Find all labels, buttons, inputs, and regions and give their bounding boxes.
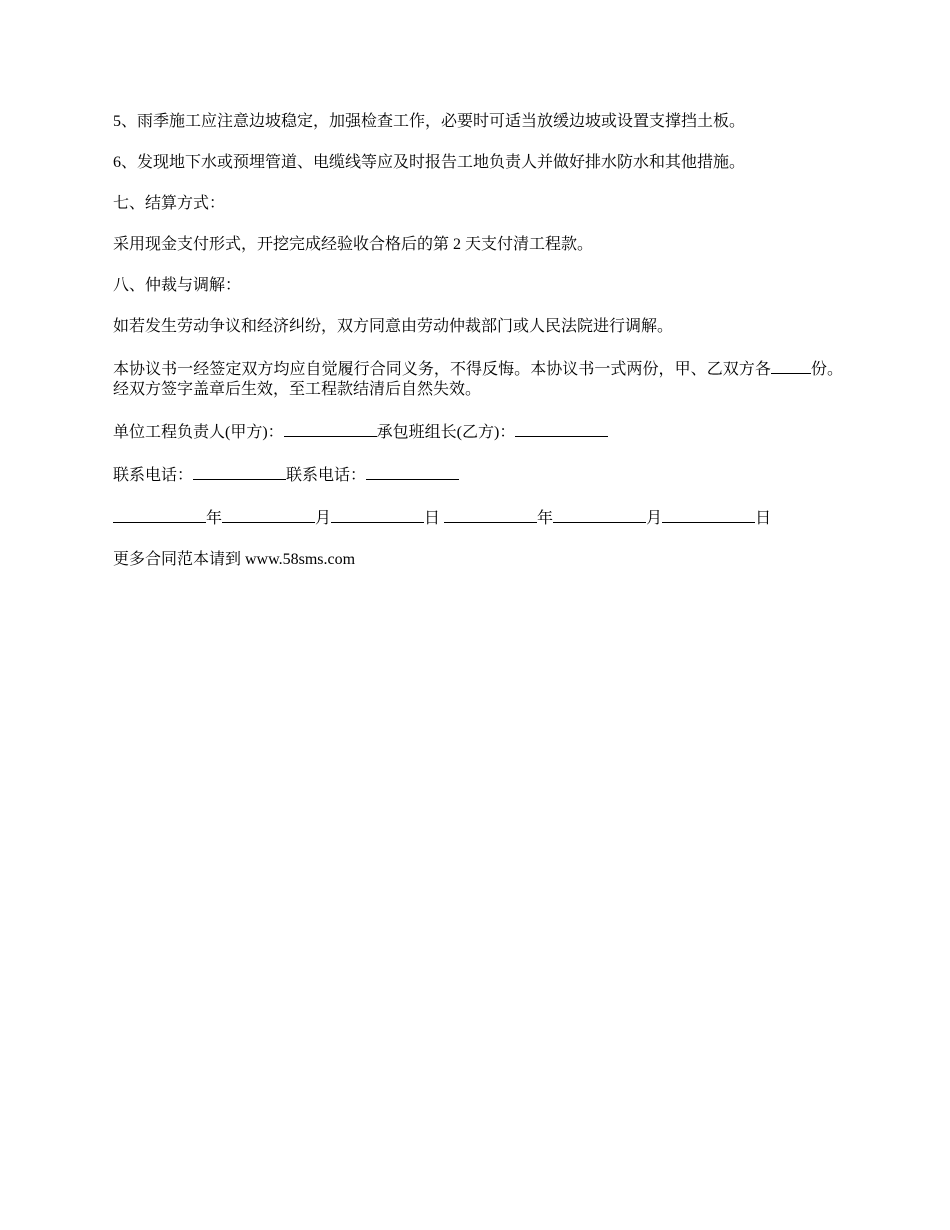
section-8-heading: 八、仲裁与调解：: [113, 277, 242, 294]
arbitration-text: 如若发生劳动争议和经济纠纷，双方同意由劳动仲裁部门或人民法院进行调解。: [113, 318, 674, 335]
footer-text: 更多合同范本请到 www.58sms.com: [113, 551, 356, 568]
day-b-label: 日: [755, 510, 772, 527]
signature-line: [113, 421, 843, 443]
month-b-blank: [553, 507, 646, 523]
year-b-label: 年: [537, 510, 554, 527]
day-a-blank: [331, 507, 424, 523]
clause-6: 6、发现地下水或预埋管道、电缆线等应及时报告工地负责人并做好排水防水和其他措施。: [113, 154, 746, 171]
phone-a-blank: [193, 464, 286, 480]
month-a-blank: [222, 507, 315, 523]
section-7-heading: 七、结算方式：: [113, 195, 226, 212]
settlement-text: 采用现金支付形式，开挖完成经验收合格后的第 2 天支付清工程款。: [113, 236, 594, 253]
month-a-label: 月: [315, 510, 332, 527]
clause-5: 5、雨季施工应注意边坡稳定，加强检查工作，必要时可适当放缓边坡或设置支撑挡土板。: [113, 113, 746, 130]
party-a-blank: [284, 421, 377, 437]
party-b-label: 承包班组长(乙方)：: [376, 424, 516, 441]
agreement-text-part1: 本协议书一经签定双方均应自觉履行合同义务，不得反悔。本协议书一式两份，甲、乙双方各: [113, 361, 771, 378]
month-b-label: 月: [646, 510, 663, 527]
document-page: [113, 112, 843, 591]
year-a-label: 年: [206, 510, 223, 527]
phone-b-blank: [366, 464, 459, 480]
agreement-text-part2: 份。经双方签字盖章后生效，至工程款结清后自然失效。: [113, 361, 843, 398]
day-b-blank: [662, 507, 755, 523]
party-a-label: 单位工程负责人(甲方)：: [113, 424, 284, 441]
agreement-text: [113, 358, 843, 400]
phone-label-a: 联系电话：: [113, 467, 194, 484]
party-b-blank: [515, 421, 608, 437]
date-line: [113, 507, 843, 529]
phone-label-b: 联系电话：: [286, 467, 367, 484]
year-a-blank: [113, 507, 206, 523]
year-b-blank: [444, 507, 537, 523]
copies-blank: [771, 358, 811, 374]
day-a-label: 日: [424, 510, 441, 527]
phone-line: [113, 464, 843, 486]
